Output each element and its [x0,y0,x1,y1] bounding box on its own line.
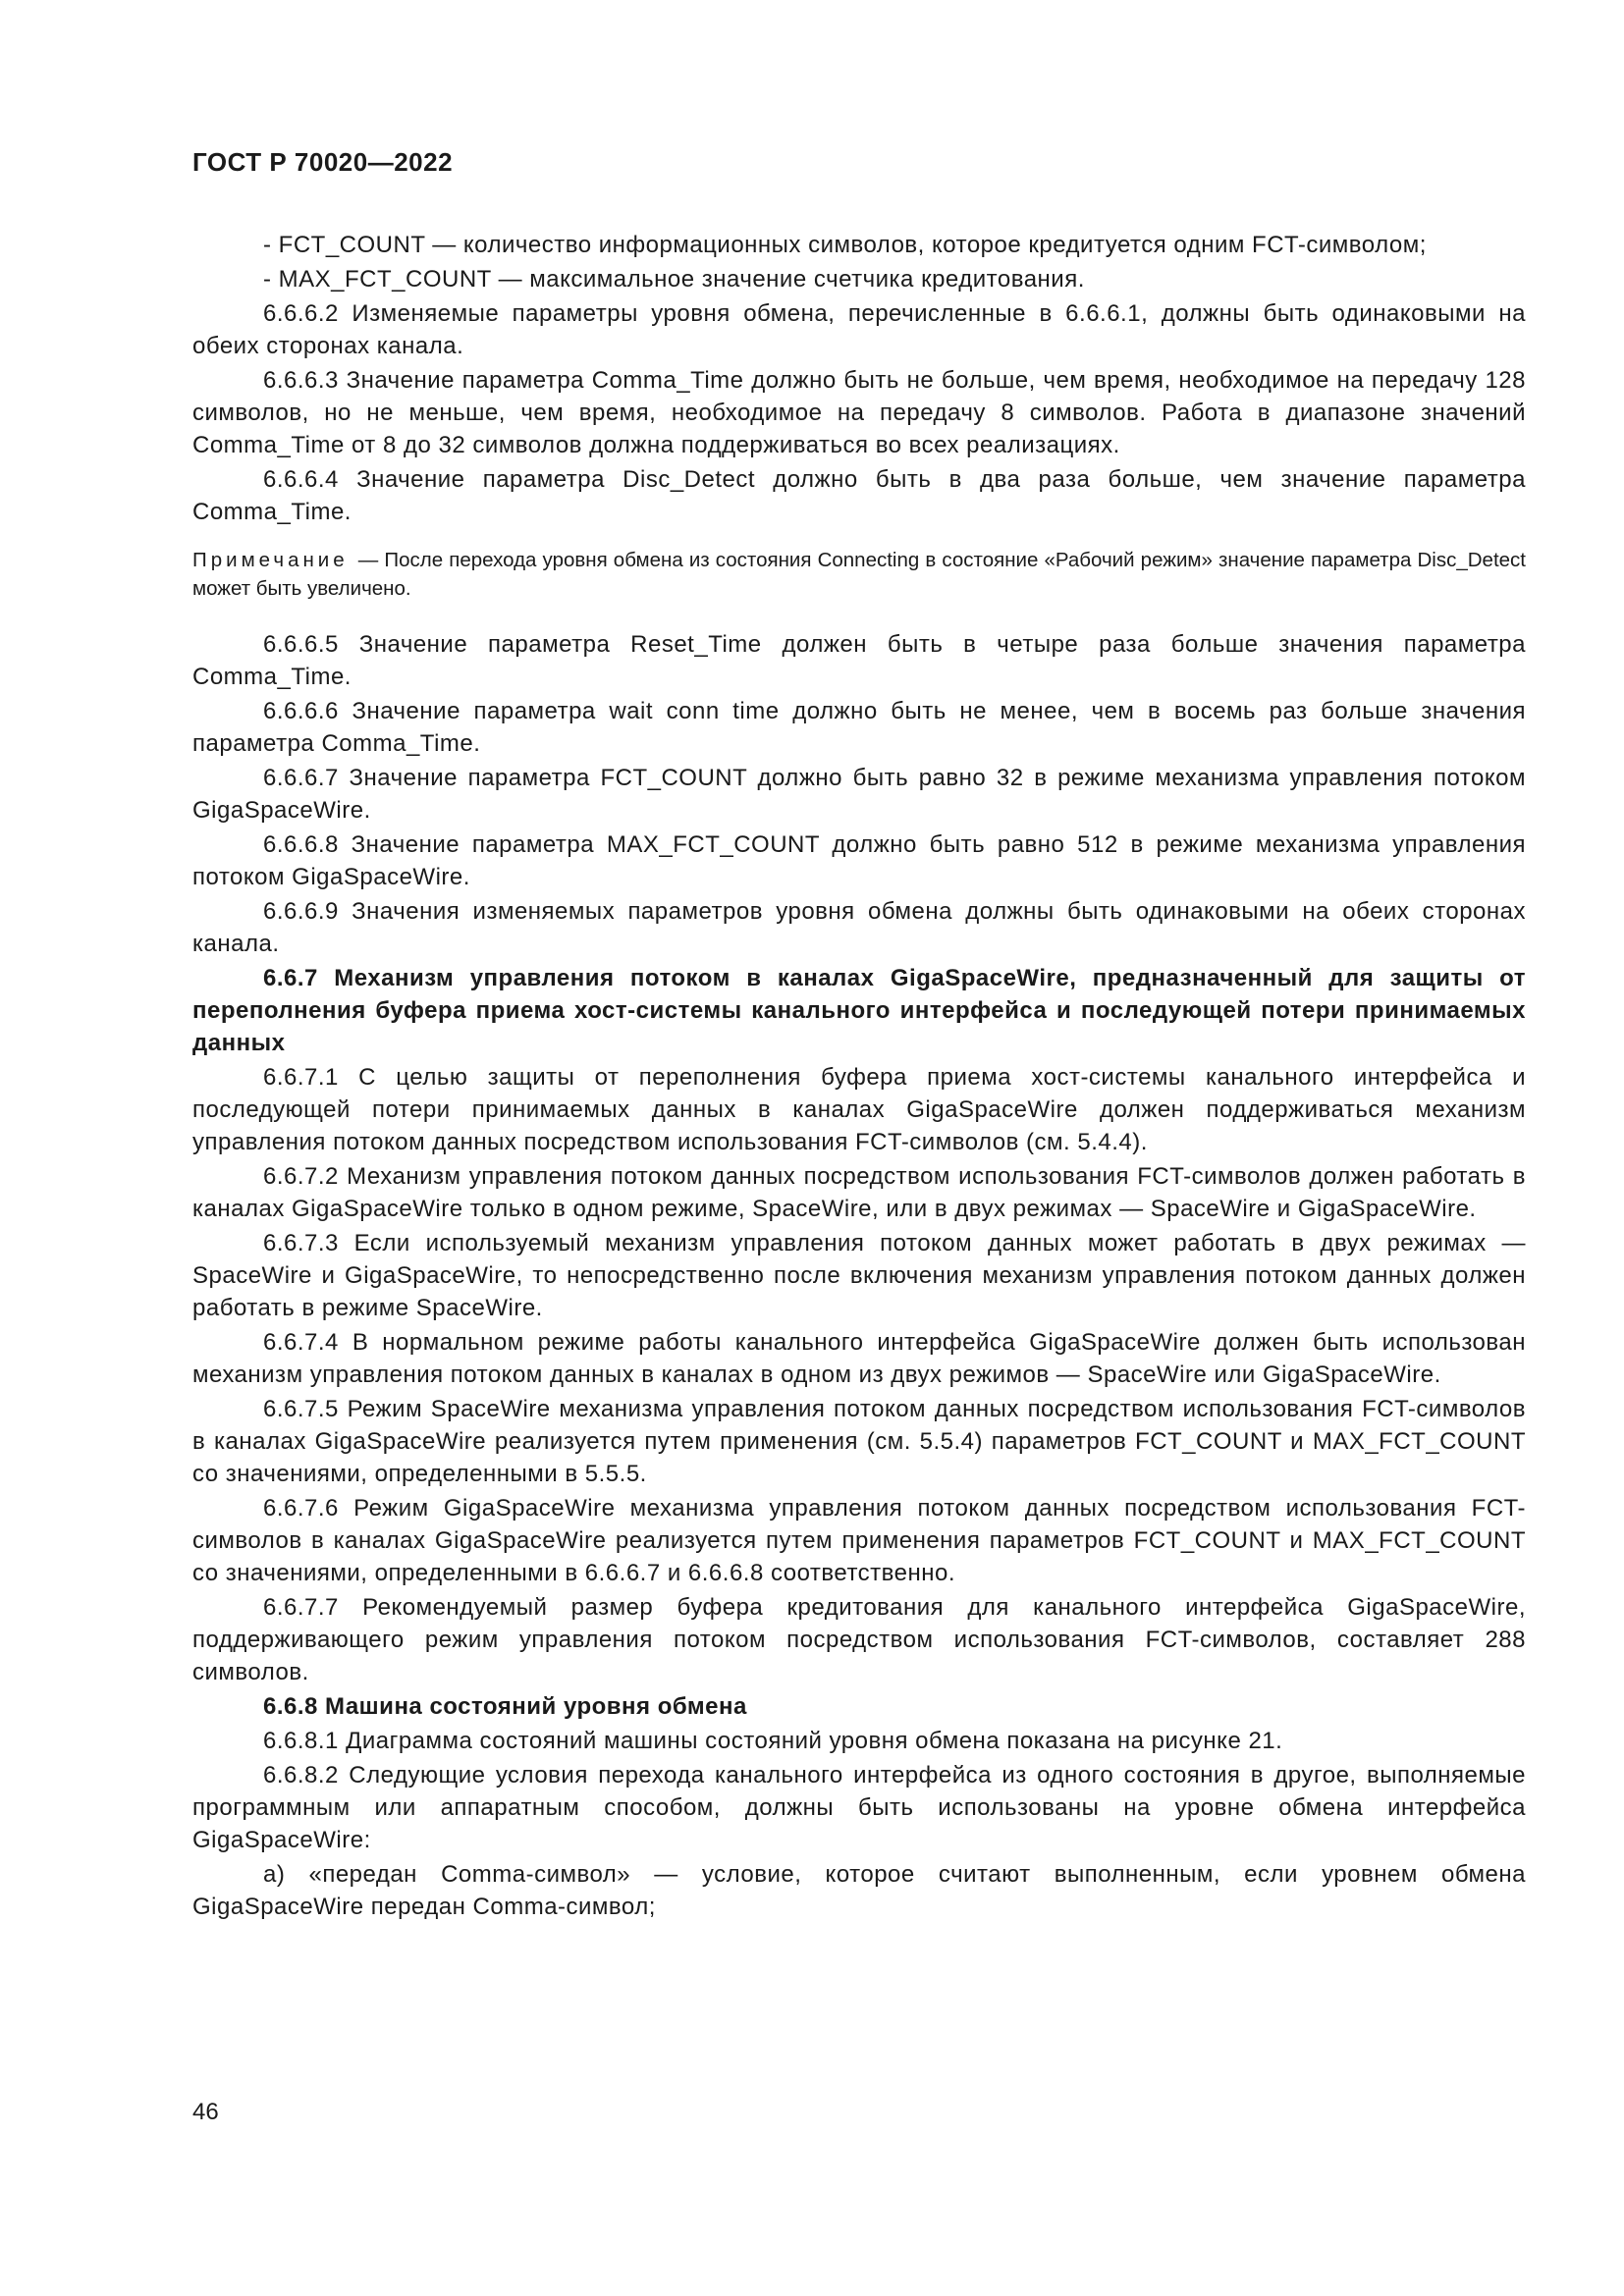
paragraph: 6.6.8.2 Следующие условия перехода канального интерфейса из одного состояния в другое, выполняемые программным или аппаратным способом, должны быть использованы на уровне обмена интерфейса GigaSpaceWire: [192,1762,1526,1853]
paragraph: 6.6.6.4 Значение параметра Disc_Detect должно быть в два раза больше, чем значение параметра Comma_Time. [192,466,1526,525]
paragraph: 6.6.8.1 Диаграмма состояний машины состояний уровня обмена показана на рисунке 21. [263,1728,1283,1754]
paragraph: 6.6.7.2 Механизм управления потоком данных посредством использования FCT-символов должен работать в каналах GigaSpaceWire только в одном режиме, SpaceWire, или в двух режимах — SpaceWire и GigaSpaceWire. [192,1163,1526,1222]
body-text-before-note [192,229,1526,528]
document-page [192,147,1526,1925]
paragraph: а) «передан Comma-символ» — условие, которое считают выполненным, если уровнем обмена GigaSpaceWire передан Comma-символ; [192,1861,1526,1920]
document-header: ГОСТ Р 70020—2022 [192,147,454,177]
page-number: 46 [192,2099,219,2125]
paragraph: - MAX_FCT_COUNT — максимальное значение счетчика кредитования. [263,266,1085,293]
paragraph: 6.6.6.2 Изменяемые параметры уровня обмена, перечисленные в 6.6.6.1, должны быть одинаковыми на обеих сторонах канала. [192,300,1526,359]
paragraph: 6.6.7.1 С целью защиты от переполнения буфера приема хост-системы канального интерфейса и последующей потери принимаемых данных в каналах GigaSpaceWire должен поддерживаться механизм управления потоком данных посредством использования FCT-символов (см. 5.4.4). [192,1064,1526,1155]
body-text-after-note [192,628,1526,1923]
note-text: — После перехода уровня обмена из состояния Connecting в состояние «Рабочий режим» значение параметра Disc_Detect может быть увеличено. [192,549,1526,600]
section-heading: 6.6.8 Машина состояний уровня обмена [263,1693,747,1720]
paragraph: 6.6.7.7 Рекомендуемый размер буфера кредитования для канального интерфейса GigaSpaceWire, поддерживающего режим управления потоком посредством использования FCT-символов, составляет 288 символов. [192,1594,1526,1685]
paragraph: 6.6.6.9 Значения изменяемых параметров уровня обмена должны быть одинаковыми на обеих сторонах канала. [192,898,1526,957]
note-block [192,546,1526,603]
paragraph: 6.6.7.6 Режим GigaSpaceWire механизма управления потоком данных посредством использования FCT-символов в каналах GigaSpaceWire реализуется путем применения параметров FCT_COUNT и MAX_FCT_COUNT со значениями, определенными в 6.6.6.7 и 6.6.6.8 соответственно. [192,1495,1526,1586]
section-heading: 6.6.7 Механизм управления потоком в каналах GigaSpaceWire, предназначенный для защиты от переполнения буфера приема хост-системы канального интерфейса и последующей потери принимаемых данных [192,965,1526,1056]
paragraph: 6.6.7.5 Режим SpaceWire механизма управления потоком данных посредством использования FCT-символов в каналах GigaSpaceWire реализуется путем применения (см. 5.5.4) параметров FCT_COUNT и MAX_FCT_COUNT со значениями, определенными в 5.5.5. [192,1396,1526,1487]
paragraph: 6.6.6.7 Значение параметра FCT_COUNT должно быть равно 32 в режиме механизма управления потоком GigaSpaceWire. [192,765,1526,824]
paragraph: 6.6.6.3 Значение параметра Comma_Time должно быть не больше, чем время, необходимое на передачу 128 символов, но не меньше, чем время, необходимое на передачу 8 символов. Работа в диапазоне значений Comma_Time от 8 до 32 символов должна поддерживаться во всех реализациях. [192,367,1526,458]
paragraph: 6.6.6.6 Значение параметра wait conn time должно быть не менее, чем в восемь раз больше значения параметра Comma_Time. [192,698,1526,757]
note-label: Примечание [192,549,349,571]
paragraph: 6.6.6.5 Значение параметра Reset_Time должен быть в четыре раза больше значения параметра Comma_Time. [192,631,1526,690]
paragraph: - FCT_COUNT — количество информационных символов, которое кредитуется одним FCT-символом; [263,232,1427,258]
paragraph: 6.6.6.8 Значение параметра MAX_FCT_COUNT должно быть равно 512 в режиме механизма управления потоком GigaSpaceWire. [192,831,1526,890]
paragraph: 6.6.7.4 В нормальном режиме работы канального интерфейса GigaSpaceWire должен быть использован механизм управления потоком данных в каналах в одном из двух режимов — SpaceWire или GigaSpaceWire. [192,1329,1526,1388]
paragraph: 6.6.7.3 Если используемый механизм управления потоком данных может работать в двух режимах — SpaceWire и GigaSpaceWire, то непосредственно после включения механизм управления потоком данных должен работать в режиме SpaceWire. [192,1230,1526,1321]
